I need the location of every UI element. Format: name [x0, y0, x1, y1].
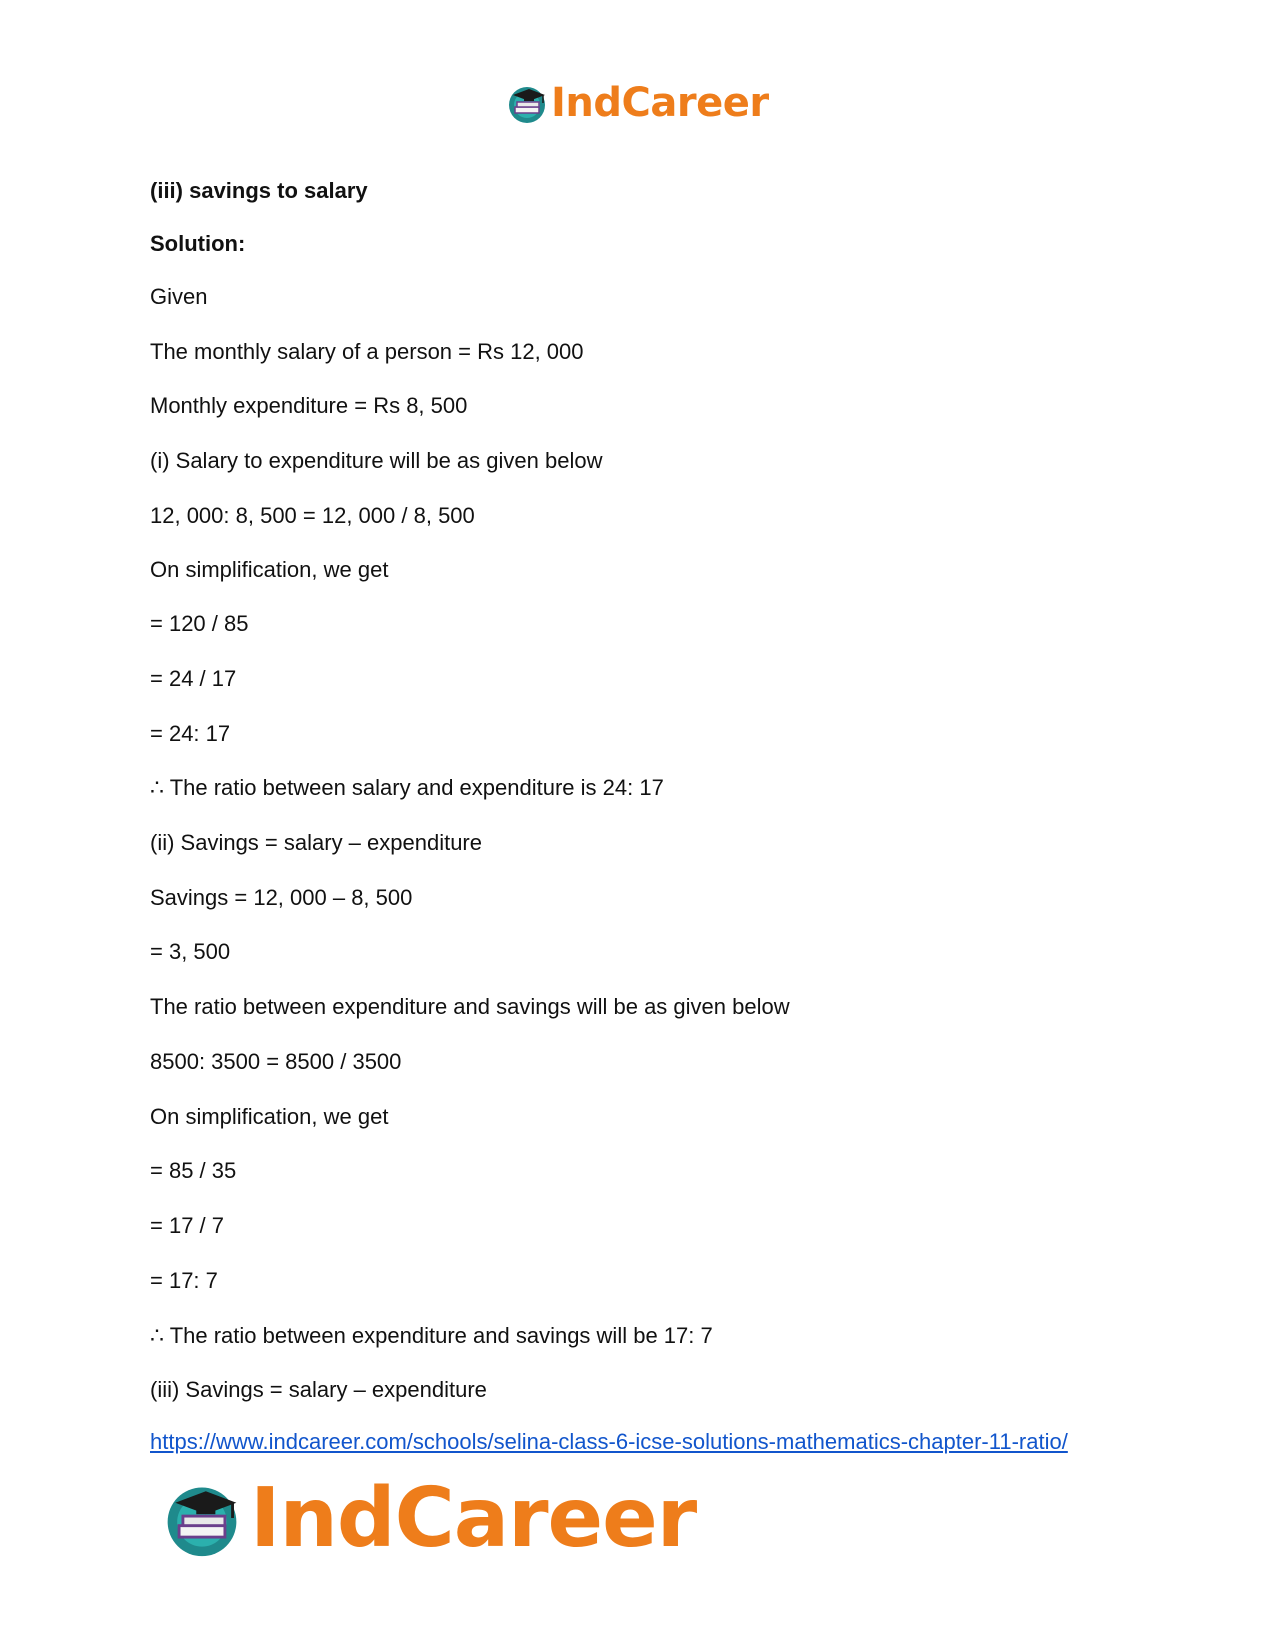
text-line: ∴ The ratio between salary and expenditure is 24: 17 — [150, 775, 664, 800]
text-line: (i) Salary to expenditure will be as given below — [150, 448, 603, 473]
text-line: (ii) Savings = salary – expenditure — [150, 830, 482, 855]
text-line: 12, 000: 8, 500 = 12, 000 / 8, 500 — [150, 503, 475, 528]
text-line: The monthly salary of a person = Rs 12, 000 — [150, 339, 584, 364]
footer-logo — [160, 1468, 696, 1568]
text-line: = 120 / 85 — [150, 611, 249, 636]
text-line: 8500: 3500 = 8500 / 3500 — [150, 1049, 402, 1074]
source-link[interactable]: https://www.indcareer.com/schools/selina-class-6-icse-solutions-mathematics-chapter-11-ratio/ — [150, 1429, 1068, 1454]
solution-label: Solution: — [150, 231, 246, 256]
text-line: On simplification, we get — [150, 1104, 389, 1129]
graduation-cap-globe-icon — [160, 1476, 244, 1560]
graduation-cap-globe-icon — [505, 81, 549, 125]
text-line: Given — [150, 284, 208, 309]
text-line: = 85 / 35 — [150, 1158, 237, 1183]
text-line: Savings = 12, 000 – 8, 500 — [150, 885, 413, 910]
text-line: = 3, 500 — [150, 939, 231, 964]
text-line: = 24 / 17 — [150, 666, 237, 691]
text-line: ∴ The ratio between expenditure and savings will be 17: 7 — [150, 1323, 713, 1348]
question-heading: (iii) savings to salary — [150, 178, 368, 203]
header-logo — [505, 78, 769, 128]
text-line: = 17 / 7 — [150, 1213, 225, 1238]
text-line: (iii) Savings = salary – expenditure — [150, 1377, 487, 1402]
footer-logo-text: IndCareer — [250, 1470, 697, 1566]
text-line: On simplification, we get — [150, 557, 389, 582]
text-line: Monthly expenditure = Rs 8, 500 — [150, 393, 468, 418]
text-line: The ratio between expenditure and savings will be as given below — [150, 994, 790, 1019]
text-line: = 17: 7 — [150, 1268, 218, 1293]
header-logo-text: IndCareer — [551, 80, 769, 126]
text-line: = 24: 17 — [150, 721, 231, 746]
